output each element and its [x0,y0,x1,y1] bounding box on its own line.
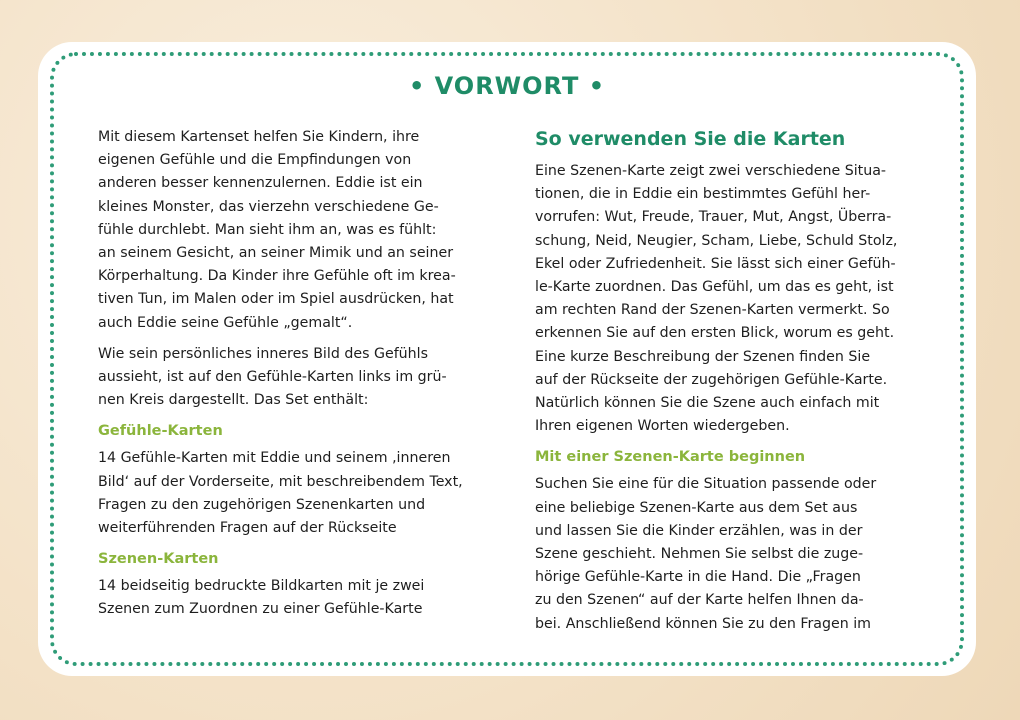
preface-card [38,42,976,676]
section-heading: So verwenden Sie die Karten [535,128,846,150]
gefuehle-karten-paragraph: 14 Gefühle-Karten mit Eddie und seinem ‚inneren Bild‘ auf der Vorderseite, mit beschreibendem Text, Fragen zu den zugehörigen Szenenkarten und weiterführenden Fragen auf der Rückseite [98,450,463,537]
begin-paragraph: Suchen Sie eine für die Situation passende oder eine beliebige Szenen-Karte aus dem Set aus und lassen Sie die Kinder erzählen, was in der Szene geschieht. Nehmen Sie selbst die zuge- hörige Gefühle-Karte in die Hand. Die „Fragen zu den Szenen“ auf der Karte helfen Ihnen da- bei. Anschließend können Sie zu den Fragen im [535,476,877,632]
subheading-szenen-karte-beginnen: Mit einer Szenen-Karte beginnen [535,449,806,466]
intro-paragraph: Mit diesem Kartenset helfen Sie Kindern, ihre eigenen Gefühle und die Empfindungen von anderen besser kennenzulernen. Eddie ist ein kleines Monster, das vierzehn verschiedene Ge- fühle durchlebt. Man sieht ihm an, was es fühlt: an seinem Gesicht, an seiner Mimik und an seiner Körperhaltung. Da Kinder ihre Gefühle oft im krea- tiven Tun, im Malen oder im Spiel ausdrücken, hat auch Eddie seine Gefühle „gemalt“. [98,129,456,331]
right-column [535,126,935,636]
left-column [98,126,498,622]
subheading-gefuehle-karten: Gefühle-Karten [98,423,223,440]
subheading-szenen-karten: Szenen-Karten [98,551,219,568]
set-contents-paragraph: Wie sein persönliches inneres Bild des Gefühls aussieht, ist auf den Gefühle-Karten links im grü- nen Kreis dargestellt. Das Set enthält: [98,345,447,409]
szenen-karten-paragraph: 14 beidseitig bedruckte Bildkarten mit je zwei Szenen zum Zuordnen zu einer Gefühle-Karte [98,578,425,618]
usage-paragraph: Eine Szenen-Karte zeigt zwei verschiedene Situa- tionen, die in Eddie ein bestimmtes Gefühl her- vorrufen: Wut, Freude, Trauer, Mut, Angst, Überra- schung, Neid, Neugier, Scham, Liebe, Schuld Stolz, Ekel oder Zufriedenheit. Sie lässt sich einer Gefüh- le-Karte zuordnen. Das Gefühl, um das es geht, ist am rechten Rand der Szenen-Karten vermerkt. So erkennen Sie auf den ersten Blick, worum es geht. Eine kurze Beschreibung der Szenen finden Sie auf der Rückseite der zugehörigen Gefühle-Karte. Natürlich können Sie die Szene auch einfach mit Ihren eigenen Worten wiedergeben. [535,163,898,435]
page-title: • VORWORT • [408,72,606,100]
